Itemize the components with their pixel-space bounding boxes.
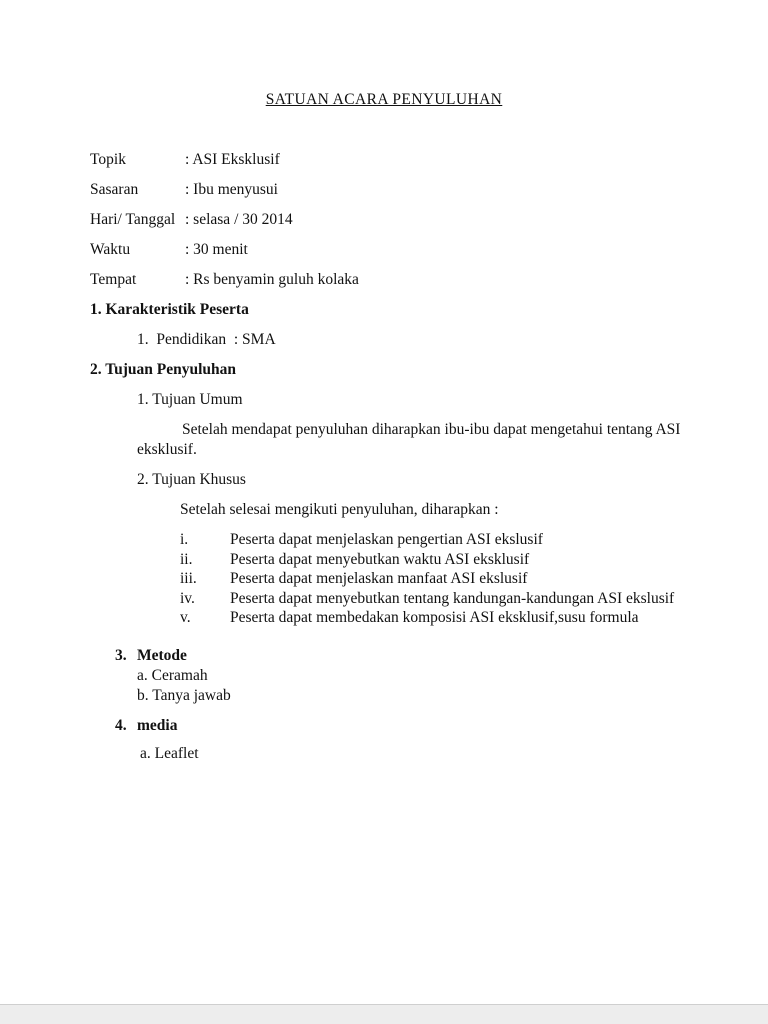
list-numeral: i. [180,531,189,548]
tujuan-umum-body: Setelah mendapat penyuluhan diharapkan ibu-ibu dapat mengetahui tentang ASI eksklusif. [137,421,681,458]
meta-row-topik [90,150,678,170]
list-text: Peserta dapat menyebutkan tentang kandungan-kandungan ASI ekslusif [230,589,675,607]
list-text: Peserta dapat membedakan komposisi ASI eksklusif,susu formula [230,609,639,626]
meta-row-waktu [90,240,678,260]
media-item: a. Leaflet [140,744,199,762]
list-text: Peserta dapat menyebutkan waktu ASI eksklusif [230,550,530,568]
meta-value: : ASI Eksklusif [185,151,280,168]
list-numeral: v. [180,609,191,626]
list-item [180,569,678,589]
metode-item: b. Tanya jawab [137,686,231,704]
section-4-label: media [137,716,178,734]
section-1-heading: 1. Karakteristik Peserta [90,301,249,318]
meta-value: : Ibu menyusui [185,181,278,198]
meta-label: Sasaran [90,181,139,198]
list-item [180,608,678,628]
meta-label: Topik [90,151,126,168]
tujuan-khusus-intro: Setelah selesai mengikuti penyuluhan, diharapkan : [180,501,499,518]
list-numeral: iii. [180,570,197,587]
meta-label: Tempat [90,271,137,288]
meta-value: : Rs benyamin guluh kolaka [185,271,359,288]
meta-label: Waktu [90,241,131,258]
meta-value: : selasa / 30 2014 [185,211,293,228]
section-4-heading [115,716,678,736]
metode-item: a. Ceramah [137,666,208,684]
list-item [180,589,678,609]
list-item [180,530,678,550]
section-2-heading: 2. Tujuan Penyuluhan [90,361,237,378]
page-bottom-edge [0,1004,768,1024]
list-numeral: iv. [180,589,195,607]
section-3-heading [115,646,678,666]
section-3-label: Metode [137,646,187,664]
meta-row-sasaran [90,180,678,200]
meta-row-tempat [90,270,678,290]
list-text: Peserta dapat menjelaskan manfaat ASI ekslusif [230,570,528,587]
section-4-number: 4. [115,716,127,734]
list-numeral: ii. [180,550,193,568]
tujuan-umum-heading: 1. Tujuan Umum [137,391,243,408]
tujuan-khusus-heading: 2. Tujuan Khusus [137,471,246,488]
meta-block [90,150,678,290]
meta-label: Hari/ Tanggal [90,211,176,228]
tujuan-khusus-list [180,530,678,628]
meta-row-hari-tanggal [90,210,678,230]
list-item [180,550,678,570]
section-1-item: 1. Pendidikan : SMA [137,331,276,348]
document-title: SATUAN ACARA PENYULUHAN [265,91,503,108]
section-3-number: 3. [115,646,127,664]
meta-value: : 30 menit [185,241,248,258]
list-text: Peserta dapat menjelaskan pengertian ASI ekslusif [230,531,543,548]
